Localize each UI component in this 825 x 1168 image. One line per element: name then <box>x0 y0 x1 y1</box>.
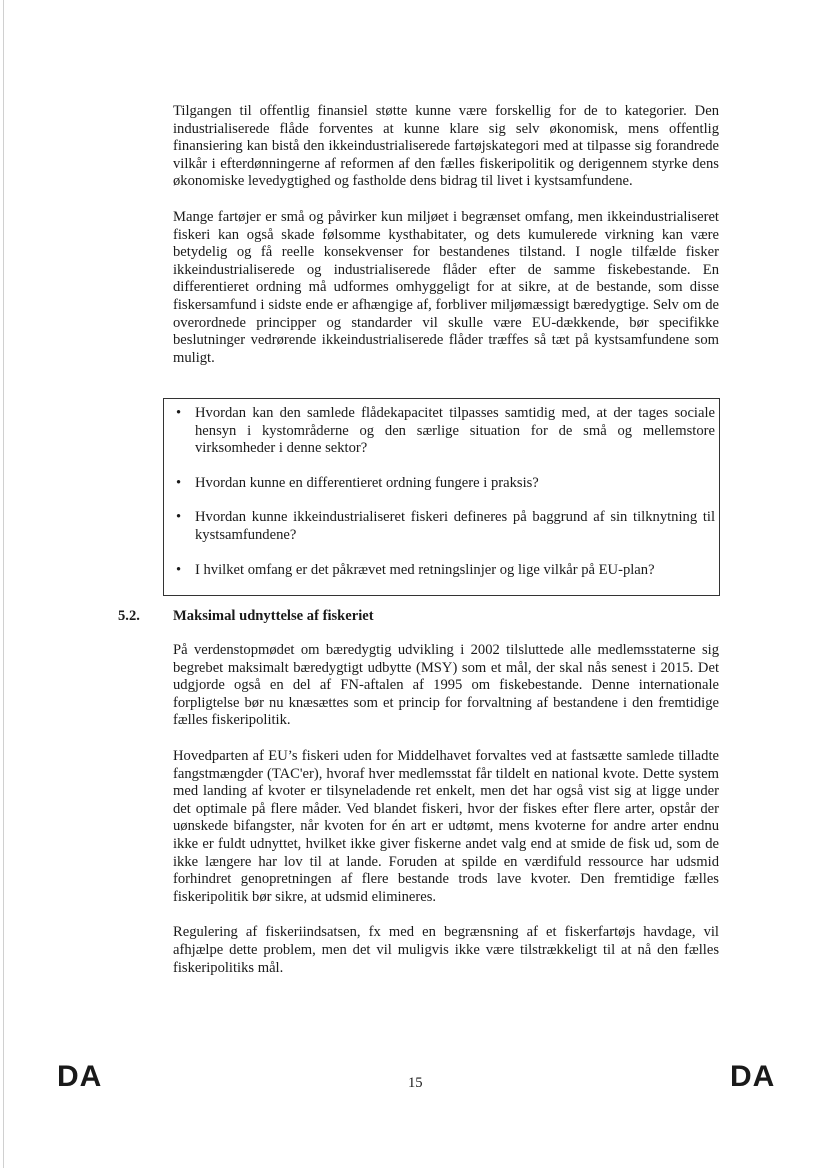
section-title: Maksimal udnyttelse af fiskeriet <box>173 608 374 624</box>
paragraph: Tilgangen til offentlig finansiel støtte kunne være forskellig for de to kategorier. Den industrialiserede flåde forventes at kunne klare sig selv økonomisk, mens offentlig finansiering kan bistå den ikkeindustrialiserede fartøjskategori med at tilpasse sig forandrede vilkår i efterdønningerne af reformen af den fælles fiskeripolitik og derigennem styrke dens økonomiske levedygtighed og fastholde dens bidrag til livet i kystsamfundene. <box>173 103 719 190</box>
body-text-bottom <box>173 642 719 995</box>
body-text-top <box>173 103 719 385</box>
question-text: Hvordan kunne ikkeindustrialiseret fiskeri defineres på baggrund af sin tilknytning til kystsamfundene? <box>195 509 715 543</box>
paragraph: Mange fartøjer er små og påvirker kun miljøet i begrænset omfang, men ikkeindustrialiseret fiskeri kan også skade følsomme kysthabitater, og dets kumulerede virkning kan være betydelig og få reelle konsekvenser for bestandenes tilstand. I nogle tilfælde fisker ikkeindustrialiserede og industrialiserede flåder efter de samme fiskebestande. En differentieret ordning må udformes omhyggeligt for at sikre, at de bestande, som disse fiskersamfund i sidste ende er afhængige af, forbliver miljømæssigt bæredygtige. Selv om de overordnede principper og standarder vil skulle være EU-dækkende, bør specifikke beslutninger vedrørende ikkeindustrialiserede flåder træffes så tæt på kystsamfundene som muligt. <box>173 208 719 366</box>
question-item <box>176 475 715 493</box>
bullet-icon: • <box>176 509 182 526</box>
bullet-icon: • <box>176 405 182 421</box>
question-text: I hvilket omfang er det påkrævet med retningslinjer og lige vilkår på EU-plan? <box>195 561 655 578</box>
question-item <box>176 509 715 544</box>
section-number: 5.2. <box>118 608 140 624</box>
question-text: Hvordan kan den samlede flådekapacitet tilpasses samtidig med, at der tages sociale hensyn i kystområderne og den særlige situation for de små og mellemstore virksomheder i denne sektor? <box>195 405 715 457</box>
questions-list <box>176 405 715 579</box>
page-edge-line <box>3 0 4 1168</box>
question-item <box>176 405 715 458</box>
language-code-left: DA <box>57 1060 103 1093</box>
paragraph: På verdenstopmødet om bæredygtig udvikling i 2002 tilsluttede alle medlemsstaterne sig begrebet maksimalt bæredygtigt udbytte (MSY) som et mål, der skal nås senest i 2015. Det udgjorde også en del af FN-aftalen af 1995 om fiskebestande. Denne internationale forpligtelse bør nu knæsættes som et princip for forvaltning af bestandene i den fremtidige fælles fiskeripolitik. <box>173 642 719 729</box>
paragraph: Regulering af fiskeriindsatsen, fx med en begrænsning af et fiskerfartøjs havdage, vil afhjælpe dette problem, men det vil muligvis ikke være tilstrækkeligt til at nå den fælles fiskeripolitiks mål. <box>173 924 719 976</box>
question-item <box>176 562 715 580</box>
bullet-icon: • <box>176 474 182 491</box>
page-number: 15 <box>408 1075 423 1091</box>
questions-box <box>163 398 720 596</box>
question-text: Hvordan kunne en differentieret ordning fungere i praksis? <box>195 474 539 491</box>
bullet-icon: • <box>176 561 182 578</box>
language-code-right: DA <box>730 1060 776 1093</box>
paragraph: Hovedparten af EU’s fiskeri uden for Middelhavet forvaltes ved at fastsætte samlede tilladte fangstmængder (TAC'er), hvoraf hver medlemsstat får tildelt en national kvote. Dette system med landing af kvoter er tilsyneladende ret enkelt, men det har også vist sig at ligge under det optimale på flere måder. Ved blandet fiskeri, hvor der fiskes efter flere arter, opstår der uønskede bifangster, når kvoten for én art er udtømt, mens kvoterne for andre arter endnu ikke er fuldt udnyttet, hvilket ikke giver fiskerne andet valg end at smide de fisk ud, som de ikke længere har lov til at lande. Foruden at spilde en værdifuld ressource har udsmid forhindret genopretningen af flere bestande trods lave kvoter. Den fremtidige fælles fiskeripolitik bør sikre, at udsmid elimineres. <box>173 747 719 905</box>
